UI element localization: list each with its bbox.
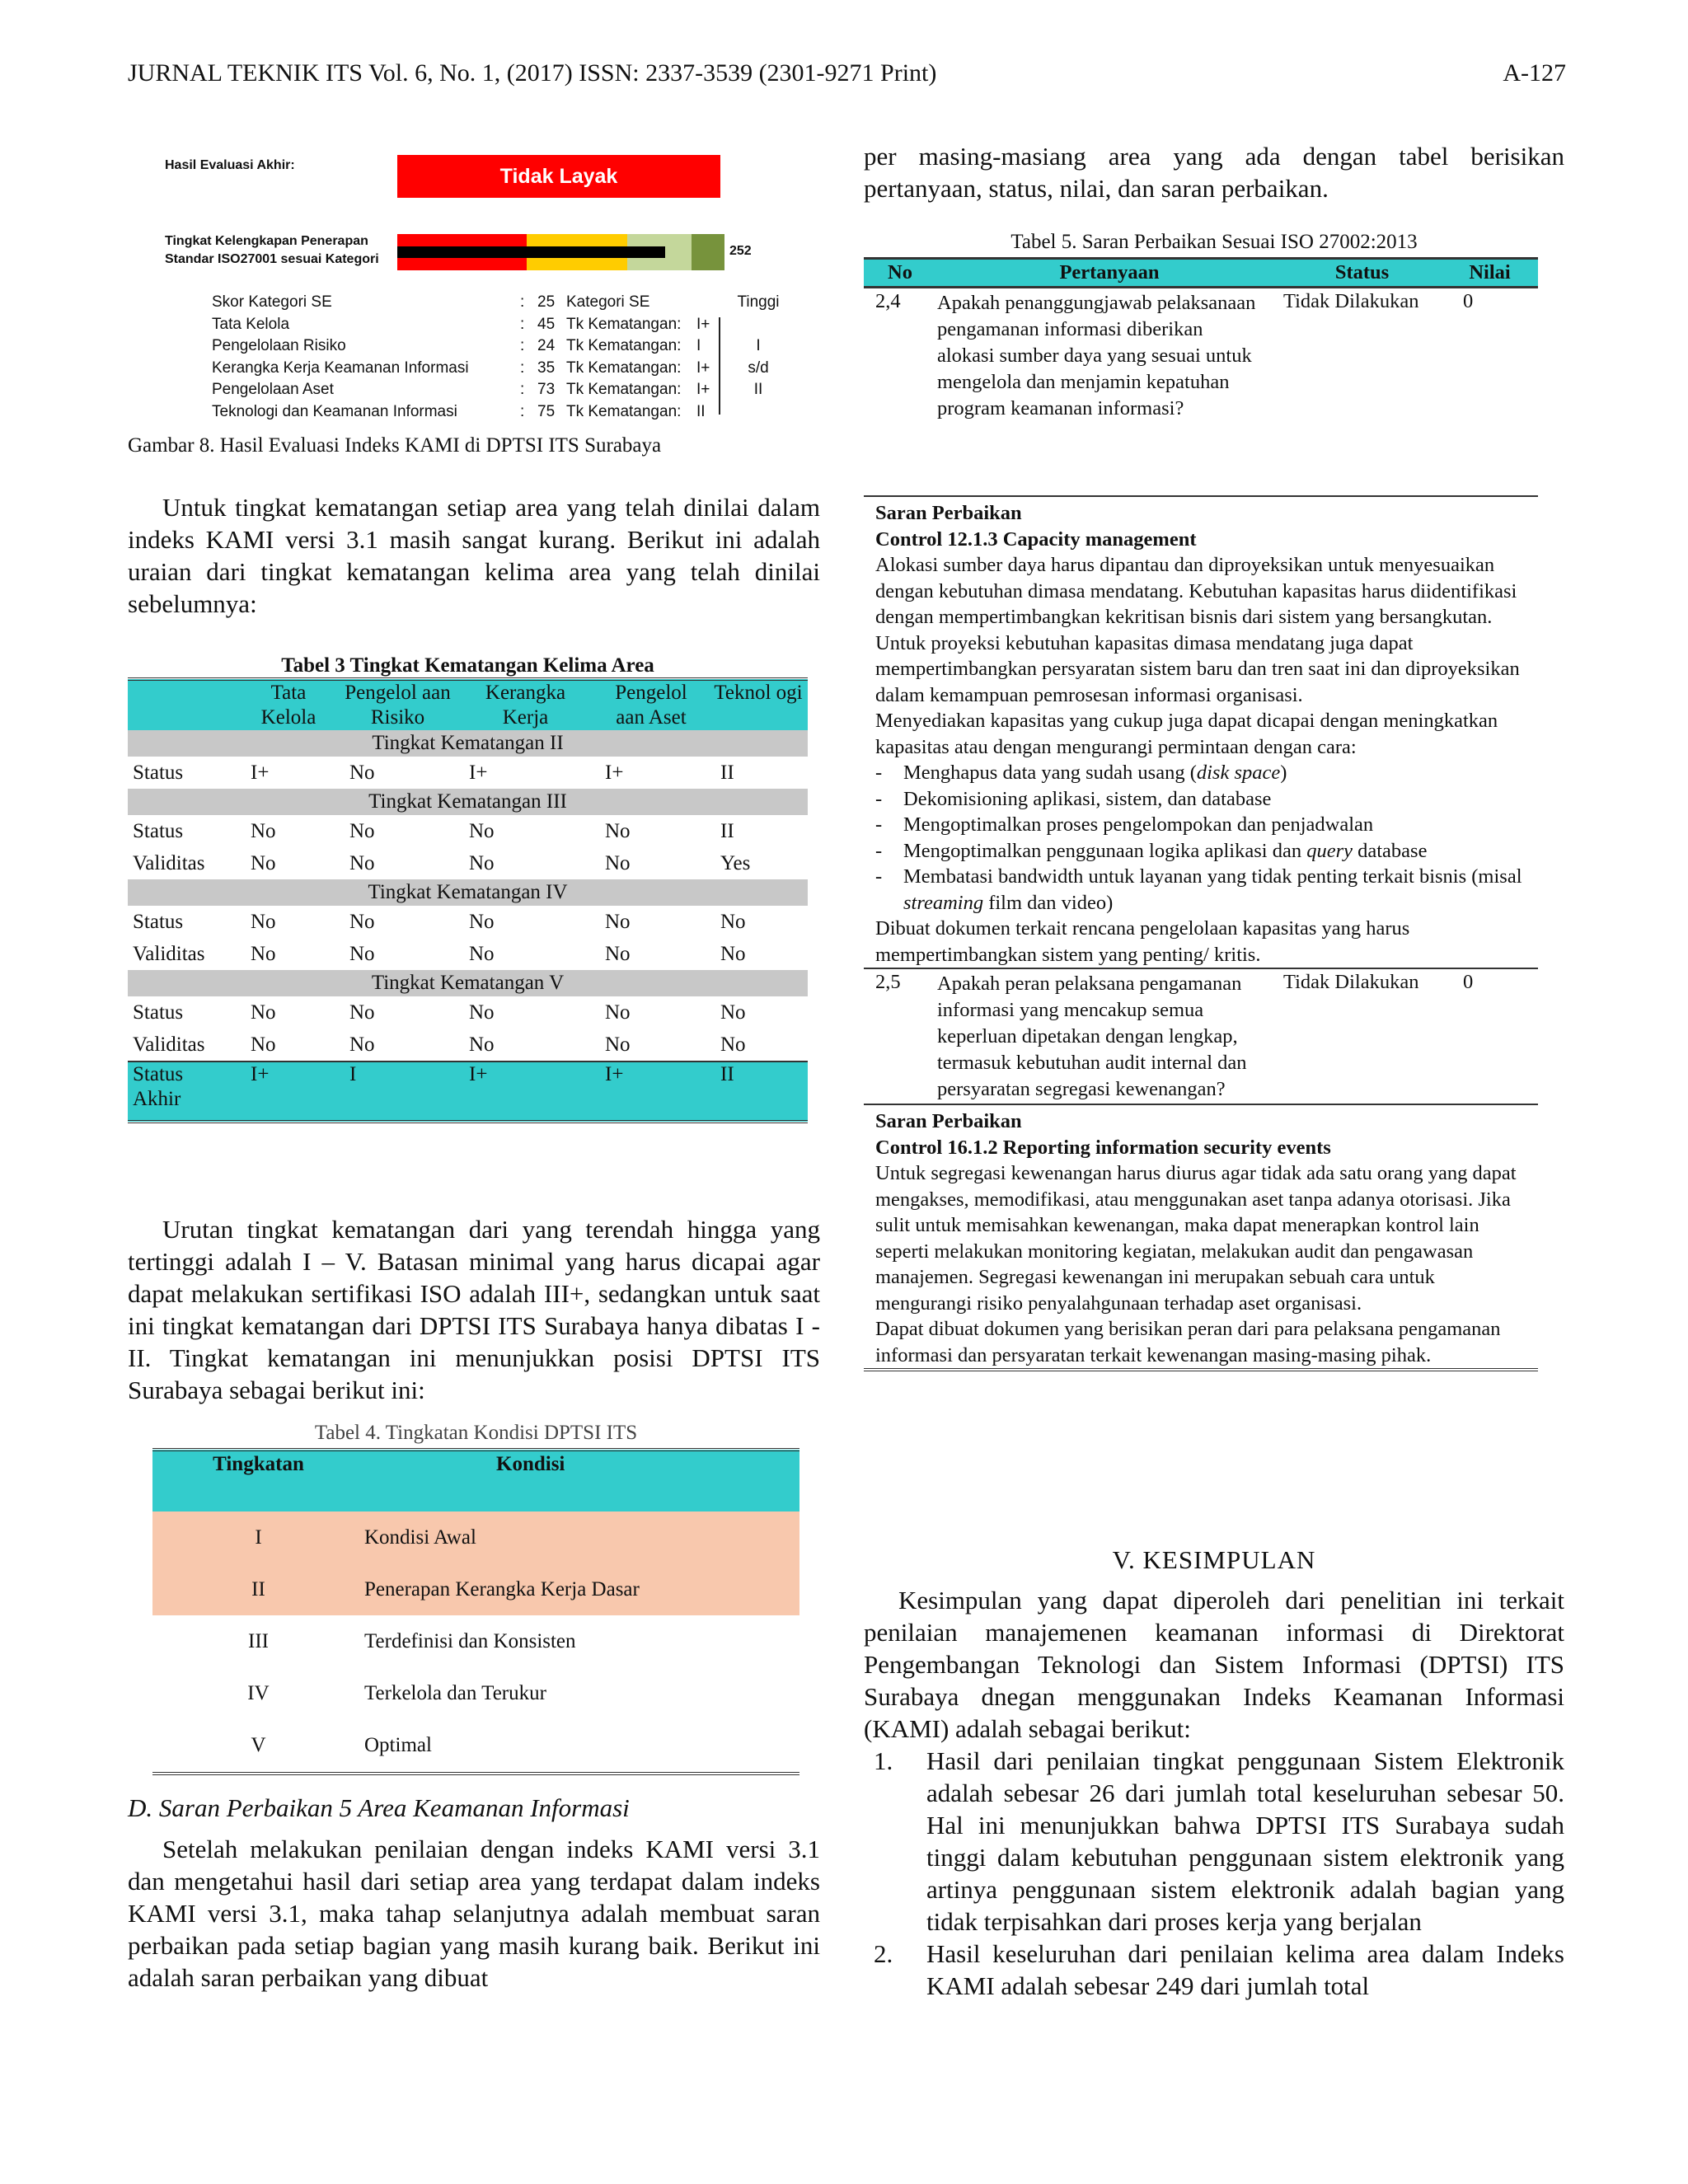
- saran-title: Saran Perbaikan: [875, 1110, 1022, 1132]
- maturity-level-label: Tingkat Kematangan IV: [128, 879, 808, 906]
- maturity-level-label: Tingkat Kematangan V: [128, 970, 808, 996]
- bar-segment-green: [692, 234, 724, 270]
- saran-paragraph: Dapat dibuat dokumen yang berisikan peran dari para pelaksana pengamanan informasi dan persyaratan terkait kewenangan masing-masing pihak.: [875, 1318, 1501, 1366]
- score-label: Kerangka Kerja Keamanan Informasi: [212, 359, 469, 377]
- table3-title: Tabel 3 Tingkat Kematangan Kelima Area: [281, 654, 654, 677]
- table-row: Validitas No No No No No: [133, 943, 746, 965]
- section-v-heading: V. KESIMPULAN: [1112, 1545, 1316, 1574]
- table5-row: 2,4 Apakah penanggungjawab pelaksanaan pengamanan informasi diberikan alokasi sumber daya yang sesuai untuk mengelola dan menjamin kepatuhan program keamanan informasi? Tidak Dilakukan 0: [864, 288, 1538, 497]
- status-cell: Tidak Dilakukan: [1283, 290, 1419, 312]
- table-row: Validitas No No No No No: [133, 1033, 746, 1056]
- table4-bottom-rule: [152, 1772, 799, 1775]
- table3-header-cell: Kerangka Kerja: [457, 679, 593, 730]
- score-value: 73: [537, 381, 556, 398]
- score-tkv: I: [696, 337, 701, 354]
- score-tk: Tk Kematangan:: [566, 337, 682, 354]
- score-extra: Tinggi: [737, 293, 780, 311]
- table-row: Status No No No No No: [133, 1001, 746, 1024]
- saran-paragraph: Untuk segregasi kewenangan harus diurus agar tidak ada satu orang yang dapat mengakses, memodifikasi, atau menggunakan aset tanpa adanya otorisasi. Jika sulit untuk memisahkan kewenangan, maka dapat menerapkan kontrol lain seperti melakukan monitoring kegiatan, melakukan audit dan pengawasan manajemen. Segregasi kewenangan ini merupakan sebuah cara untuk mengurangi risiko penyalahgunaan terhadap aset organisasi.: [875, 1162, 1517, 1315]
- score-sep: :: [520, 402, 525, 420]
- score-sep: :: [520, 381, 525, 398]
- bar-value: 252: [729, 244, 752, 258]
- maturity-level-label: Tingkat Kematangan II: [128, 730, 808, 757]
- bar-progress-black: [397, 246, 665, 258]
- paragraph-order: Urutan tingkat kematangan dari yang terendah hingga yang tertinggi adalah I – V. Batasan minimal yang harus dicapai agar dapat melakukan sertifikasi ISO adalah III+, sedangkan untuk saat ini tingkat kematangan dari DPTSI ITS Surabaya hanya dibatas I - II. Tingkat kematangan ini menunjukkan posisi DPTSI ITS Surabaya sebagai berikut ini:: [128, 1215, 820, 1404]
- final-status-row: Status Akhir I+ I I+ I+ II: [128, 1062, 808, 1122]
- table5-header-status: Status: [1282, 259, 1442, 288]
- score-extra: I: [756, 337, 761, 354]
- bracket-line: [719, 317, 720, 415]
- page-number: A-127: [1503, 59, 1566, 87]
- table4-header-condition: Kondisi: [364, 1450, 799, 1511]
- saran-block-1: [864, 496, 1538, 968]
- list-item: - Menghapus data yang sudah usang (disk space): [875, 762, 1287, 784]
- table3-header-cell: Pengelol aan Risiko: [338, 679, 457, 730]
- paragraph-saran: Setelah melakukan penilaian dengan indeks KAMI versi 3.1 dan mengetahui hasil dari setiap area yang terdapat dalam indeks KAMI versi 3.1, maka tahap selanjutnya adalah membuat saran perbaikan pada setiap bagian yang masih kurang baik. Berikut ini adalah saran perbaikan yang dibuat: [128, 1835, 820, 1992]
- control-title: Control 12.1.3 Capacity management: [875, 527, 1197, 551]
- table3-header-cell: Teknol ogi: [709, 679, 808, 730]
- score-tk: Tk Kematangan:: [566, 359, 682, 377]
- table-row: Status I+ No I+ I+ II: [133, 762, 734, 784]
- control-title: Control 16.1.2 Reporting information security events: [875, 1136, 1331, 1159]
- section-d-heading: D. Saran Perbaikan 5 Area Keamanan Informasi: [128, 1793, 630, 1822]
- score-label: Skor Kategori SE: [212, 293, 332, 311]
- table-row: Status No No No No II: [133, 820, 734, 842]
- score-sep: :: [520, 315, 525, 333]
- table3: [128, 677, 808, 1123]
- table-row: V Optimal: [251, 1733, 432, 1756]
- completeness-label-1: Tingkat Kelengkapan Penerapan: [165, 234, 368, 248]
- table3-header-cell: Tata Kelola: [239, 679, 338, 730]
- saran-block-2: [864, 1104, 1538, 1370]
- saran-paragraph: Alokasi sumber daya harus dipantau dan diproyeksikan untuk menyesuaikan dengan kebutuhan dimasa mendatang. Kebutuhan kapasitas harus diidentifikasi dengan mempertimbangkan kekritisan bisnis dari sistem yang bersangkutan. Untuk proyeksi kebutuhan kapasitas dimasa mendatang juga dapat mempertimbangkan persyaratan sistem baru dan tren saat ini dan diproyeksikan dalam kemampuan pemrosesan informasi organisasi.: [875, 554, 1520, 706]
- score-value: 75: [537, 402, 556, 420]
- table-row: I Kondisi Awal: [152, 1511, 799, 1563]
- figure-8: [152, 148, 799, 429]
- journal-header: JURNAL TEKNIK ITS Vol. 6, No. 1, (2017) ISSN: 2337-3539 (2301-9271 Print): [128, 59, 937, 87]
- table-row: IV Terkelola dan Terukur: [247, 1681, 546, 1704]
- score-label: Pengelolaan Risiko: [212, 337, 346, 354]
- kesimpulan-list: [864, 1745, 1564, 2002]
- score-value: 25: [537, 293, 556, 311]
- score-tkv: I+: [696, 315, 710, 333]
- table4-title: Tabel 4. Tingkatan Kondisi DPTSI ITS: [314, 1422, 638, 1444]
- saran-paragraph: Menyediakan kapasitas yang cukup juga dapat dicapai dengan meningkatkan kapasitas atau dengan mengurangi permintaan dengan cara:: [875, 710, 1498, 758]
- completeness-label-2: Standar ISO27001 sesuai Kategori: [165, 252, 379, 266]
- score-label: Pengelolaan Aset: [212, 381, 334, 398]
- score-extra: s/d: [748, 359, 769, 377]
- final-result-badge: Tidak Layak: [397, 155, 720, 198]
- list-item: 2. Hasil keseluruhan dari penilaian kelima area dalam Indeks KAMI adalah sebesar 249 dari jumlah total: [874, 1939, 1564, 2000]
- list-item: 1. Hasil dari penilaian tingkat penggunaan Sistem Elektronik adalah sebesar 26 dari jumlah total keseluruhan sebesar 50. Hal ini menunjukkan bahwa DPTSI ITS Surabaya sudah tinggi dalam kebutuhan penggunaan sistem elektronik yang artinya penggunaan sistem elektronik adalah bagian yang tidak terpisahkan dari proses kerja yang berjalan: [874, 1746, 1564, 1936]
- maturity-level-label: Tingkat Kematangan III: [128, 789, 808, 815]
- table-row: Validitas No No No No Yes: [133, 852, 751, 874]
- table-row: II Penerapan Kerangka Kerja Dasar: [152, 1563, 799, 1615]
- final-evaluation-label: Hasil Evaluasi Akhir:: [165, 158, 295, 172]
- list-item: - Membatasi bandwidth untuk layanan yang tidak penting terkait bisnis (misal streaming film dan video): [875, 865, 1522, 914]
- table5-row: 2,5 Apakah peran pelaksana pengamanan informasi yang mencakup semua keperluan dipetakan dengan lengkap, termasuk kebutuhan audit internal dan persyaratan segregasi kewenangan? Tidak Dilakukan 0: [864, 968, 1538, 1104]
- table5-header-question: Pertanyaan: [936, 259, 1282, 288]
- score-tk: Tk Kematangan:: [566, 315, 682, 333]
- score-tk: Kategori SE: [566, 293, 650, 311]
- question-cell: Apakah penanggungjawab pelaksanaan pengamanan informasi diberikan alokasi sumber daya yang sesuai untuk mengelola dan menjamin kepatuhan program keamanan informasi?: [937, 292, 1256, 419]
- kesimpulan-paragraph: Kesimpulan yang dapat diperoleh dari penelitian ini terkait penilaian manajemenen keamanan informasi di Direktorat Pengembangan Teknologi dan Sistem Informasi (DPTSI) ITS Surabaya dnegan menggunakan Indeks Keamanan Informasi (KAMI) adalah sebagai berikut:: [864, 1586, 1564, 1743]
- table4: [152, 1448, 799, 1771]
- score-value: 45: [537, 315, 556, 333]
- table5-header-no: No: [864, 259, 936, 288]
- score-sep: :: [520, 359, 525, 377]
- score-value: 24: [537, 337, 556, 354]
- score-sep: :: [520, 337, 525, 354]
- list-item: - Dekomisioning aplikasi, sistem, dan database: [875, 787, 1272, 810]
- table3-header-cell: [128, 679, 239, 730]
- score-tkv: I+: [696, 381, 710, 398]
- list-item: - Mengoptimalkan proses pengelompokan dan penjadwalan: [875, 813, 1374, 836]
- saran-bullets: [875, 760, 1526, 916]
- table5-header-value: Nilai: [1442, 259, 1538, 288]
- table4-header-level: Tingkatan: [152, 1450, 364, 1511]
- value-cell: 0: [1442, 968, 1538, 1104]
- saran-paragraph: Dibuat dokumen terkait rencana pengelolaan kapasitas yang harus mempertimbangkan sistem yang penting/ kritis.: [875, 917, 1410, 966]
- table5: [864, 257, 1538, 1371]
- kesimpulan-body: [864, 1584, 1564, 2002]
- paragraph-maturity: Untuk tingkat kematangan setiap area yang telah dinilai dalam indeks KAMI versi 3.1 masih sangat kurang. Berikut ini adalah uraian dari tingkat kematangan kelima area yang telah dinilai sebelumnya:: [128, 493, 820, 618]
- table5-title: Tabel 5. Saran Perbaikan Sesuai ISO 27002:2013: [1010, 231, 1418, 253]
- score-tkv: II: [696, 402, 706, 420]
- score-sep: :: [520, 293, 525, 311]
- score-label: Teknologi dan Keamanan Informasi: [212, 402, 457, 420]
- table-row: Status No No No No No: [133, 911, 746, 933]
- score-tk: Tk Kematangan:: [566, 381, 682, 398]
- figure-caption: Gambar 8. Hasil Evaluasi Indeks KAMI di DPTSI ITS Surabaya: [128, 434, 662, 457]
- saran-title: Saran Perbaikan: [875, 502, 1022, 524]
- status-cell: Tidak Dilakukan: [1282, 968, 1442, 1104]
- score-tkv: I+: [696, 359, 710, 377]
- table-row: III Terdefinisi dan Konsisten: [248, 1629, 576, 1652]
- list-item: - Mengoptimalkan penggunaan logika aplikasi dan query database: [875, 839, 1428, 862]
- score-extra: II: [753, 381, 763, 398]
- paragraph-intro-right: per masing-masiang area yang ada dengan tabel berisikan pertanyaan, status, nilai, dan saran perbaikan.: [864, 142, 1564, 203]
- score-value: 35: [537, 359, 556, 377]
- table3-header-cell: Pengelol aan Aset: [593, 679, 709, 730]
- score-label: Tata Kelola: [212, 315, 290, 333]
- question-cell: Apakah peran pelaksana pengamanan informasi yang mencakup semua keperluan dipetakan dengan lengkap, termasuk kebutuhan audit internal dan persyaratan segregasi kewenangan?: [936, 968, 1282, 1104]
- value-cell: 0: [1463, 290, 1474, 312]
- score-tk: Tk Kematangan:: [566, 402, 682, 420]
